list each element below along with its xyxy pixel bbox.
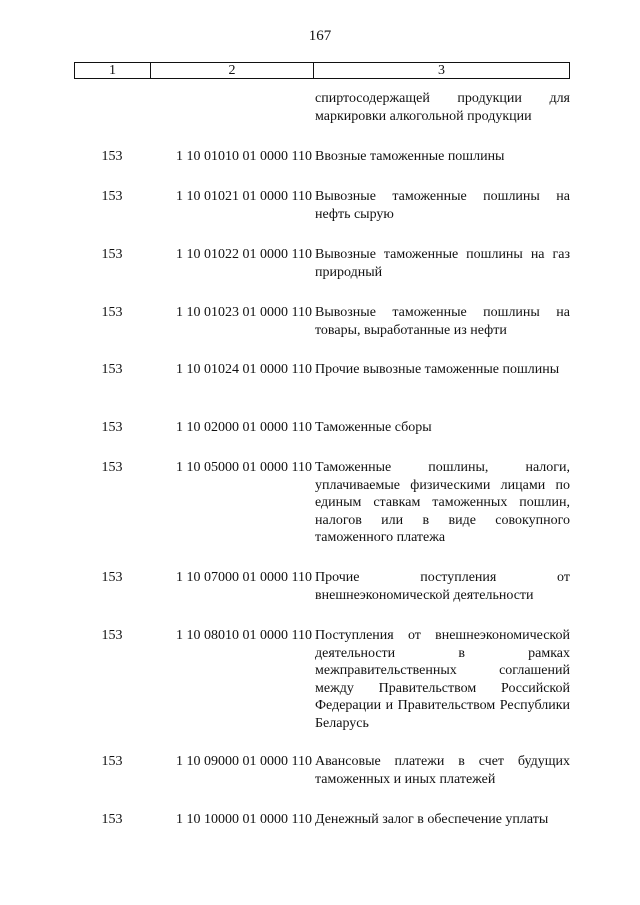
admin-code: 153 bbox=[101, 362, 123, 377]
kbk-code: 1 10 01023 01 0000 110 bbox=[176, 305, 312, 320]
kbk-code: 1 10 08010 01 0000 110 bbox=[176, 628, 312, 643]
kbk-code: 1 10 10000 01 0000 110 bbox=[176, 812, 312, 827]
page-number: 167 bbox=[308, 28, 332, 44]
admin-code: 153 bbox=[101, 420, 123, 435]
continuation-text: спиртосодержащей продукции для маркировки алкогольной продукции bbox=[315, 91, 570, 124]
kbk-code: 1 10 07000 01 0000 110 bbox=[176, 570, 312, 585]
admin-code: 153 bbox=[101, 247, 123, 262]
admin-code: 153 bbox=[101, 189, 123, 204]
income-name: Вывозные таможенные пошлины на нефть сырую bbox=[315, 189, 570, 222]
income-name: Поступления от внешнеэкономической деятельности в рамках межправительственных соглашений между Правительством Российской Федерации и Правительством Республики Беларусь bbox=[315, 628, 570, 731]
income-name: Денежный залог в обеспечение уплаты bbox=[315, 812, 549, 827]
income-name: Таможенные пошлины, налоги, уплачиваемые физическими лицами по единым ставкам таможенных пошлин, налогов или в виде совокупного таможенного платежа bbox=[315, 460, 570, 545]
income-name: Ввозные таможенные пошлины bbox=[315, 149, 505, 164]
income-name: Прочие поступления от внешнеэкономической деятельности bbox=[315, 570, 570, 603]
kbk-code: 1 10 09000 01 0000 110 bbox=[176, 754, 312, 769]
kbk-code: 1 10 01010 01 0000 110 bbox=[176, 149, 312, 164]
income-name: Вывозные таможенные пошлины на товары, выработанные из нефти bbox=[315, 305, 570, 338]
income-name: Таможенные сборы bbox=[315, 420, 432, 435]
table-header bbox=[74, 62, 570, 79]
kbk-code: 1 10 01021 01 0000 110 bbox=[176, 189, 312, 204]
header-col-3: 3 bbox=[438, 63, 445, 78]
header-col-1: 1 bbox=[75, 63, 151, 78]
admin-code: 153 bbox=[101, 628, 123, 643]
kbk-code: 1 10 05000 01 0000 110 bbox=[176, 460, 312, 475]
kbk-code: 1 10 01022 01 0000 110 bbox=[176, 247, 312, 262]
kbk-code: 1 10 02000 01 0000 110 bbox=[176, 420, 312, 435]
income-name: Вывозные таможенные пошлины на газ природный bbox=[315, 247, 570, 280]
income-name: Прочие вывозные таможенные пошлины bbox=[315, 362, 560, 377]
admin-code: 153 bbox=[101, 570, 123, 585]
admin-code: 153 bbox=[101, 754, 123, 769]
admin-code: 153 bbox=[101, 305, 123, 320]
header-col-2: 2 bbox=[151, 63, 314, 78]
admin-code: 153 bbox=[101, 812, 123, 827]
admin-code: 153 bbox=[101, 149, 123, 164]
admin-code: 153 bbox=[101, 460, 123, 475]
income-name: Авансовые платежи в счет будущих таможенных и иных платежей bbox=[315, 754, 570, 787]
kbk-code: 1 10 01024 01 0000 110 bbox=[176, 362, 312, 377]
